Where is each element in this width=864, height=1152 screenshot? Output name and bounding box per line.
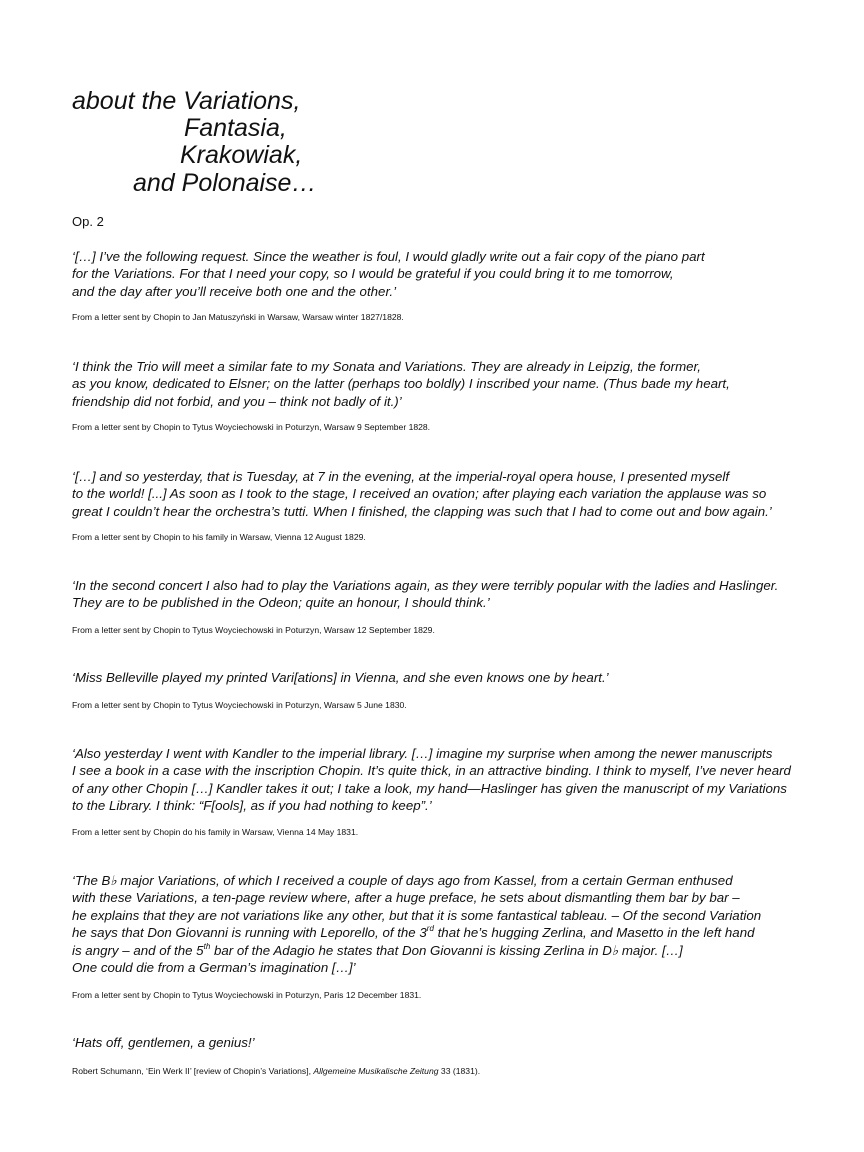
source-4: From a letter sent by Chopin to Tytus Woyciechowski in Poturzyn, Warsaw 12 September 1829.: [72, 625, 435, 635]
title-line-3: Krakowiak,: [180, 141, 303, 169]
quote-line: to the Library. I think: “F[ools], as if you had nothing to keep”.’: [72, 798, 432, 814]
quote-line: great I couldn’t hear the orchestra’s tutti. When I finished, the clapping was such that I had to come out and bow again.’: [72, 503, 772, 519]
quote-line: ‘[…] I’ve the following request. Since the weather is foul, I would gladly write out a fair copy of the piano part: [72, 249, 705, 264]
source-5: From a letter sent by Chopin to Tytus Woyciechowski in Poturzyn, Warsaw 5 June 1830.: [72, 700, 407, 710]
source-8: [72, 1066, 480, 1077]
quote-5: [72, 669, 609, 686]
opus-number: Op. 2: [72, 214, 104, 229]
quote-line: for the Variations. For that I need your copy, so I would be grateful if you could bring it to me tomorrow,: [72, 266, 674, 282]
quote-line: I see a book in a case with the inscription Chopin. It’s quite thick, in an attractive binding. I think to myself, I’ve never heard: [72, 763, 791, 779]
quote-4: [72, 577, 778, 612]
quote-line: is angry – and of the 5th bar of the Adagio he states that Don Giovanni is kissing Zerlina in D♭ major. […]: [72, 941, 683, 958]
quote-line: ‘Also yesterday I went with Kandler to the imperial library. […] imagine my surprise when among the newer manuscripts: [72, 746, 773, 761]
quote-6: [72, 745, 791, 815]
source-1: From a letter sent by Chopin to Jan Matuszyński in Warsaw, Warsaw winter 1827/1828.: [72, 312, 404, 322]
quote-2: [72, 358, 730, 410]
source-7: From a letter sent by Chopin to Tytus Woyciechowski in Poturzyn, Paris 12 December 1831.: [72, 990, 422, 1000]
title-line-1: about the Variations,: [72, 87, 301, 115]
title-line-4: and Polonaise…: [133, 169, 317, 197]
quote-8: [72, 1034, 255, 1051]
quote-line: friendship did not forbid, and you – think not badly of it.)’: [72, 393, 402, 409]
quote-line: They are to be published in the Odeon; quite an honour, I should think.’: [72, 595, 490, 611]
quote-line: ‘I think the Trio will meet a similar fate to my Sonata and Variations. They are already in Leipzig, the former,: [72, 359, 701, 374]
quote-line: and the day after you’ll receive both one and the other.’: [72, 283, 397, 299]
quote-1: [72, 248, 705, 300]
quote-line: ‘The B♭ major Variations, of which I received a couple of days ago from Kassel, from a certain German enthused: [72, 873, 733, 888]
quote-line: ‘[…] and so yesterday, that is Tuesday, at 7 in the evening, at the imperial-royal opera house, I presented myself: [72, 469, 730, 484]
quote-line: ‘In the second concert I also had to play the Variations again, as they were terribly popular with the ladies and Haslinger.: [72, 578, 779, 593]
title-line-2: Fantasia,: [184, 114, 287, 142]
source-issue-text: 33 (1831).: [438, 1066, 481, 1076]
quote-line: to the world! [...] As soon as I took to the stage, I received an ovation; after playing each variation the applause was so: [72, 486, 767, 502]
source-6: From a letter sent by Chopin do his family in Warsaw, Vienna 14 May 1831.: [72, 827, 359, 837]
quote-line: ‘Miss Belleville played my printed Vari[ations] in Vienna, and she even knows one by heart.’: [72, 670, 609, 685]
quote-line: he says that Don Giovanni is running with Leporello, of the 3rd that he’s hugging Zerlina, and Masetto in the left hand: [72, 924, 755, 941]
source-3: From a letter sent by Chopin to his family in Warsaw, Vienna 12 August 1829.: [72, 532, 366, 542]
quote-line: One could die from a German’s imagination […]’: [72, 960, 356, 976]
quote-line: with these Variations, a ten-page review where, after a huge preface, he sets about dismantling them bar by bar –: [72, 890, 740, 906]
quote-line: he explains that they are not variations like any other, but that it is some fantastical tableau. – Of the second Variation: [72, 907, 762, 923]
quote-line: as you know, dedicated to Elsner; on the latter (perhaps too boldly) I inscribed your name. (Thus bade my heart,: [72, 376, 730, 392]
source-author-text: Robert Schumann, ‘Ein Werk II’ [review of Chopin’s Variations],: [72, 1066, 314, 1076]
source-2: From a letter sent by Chopin to Tytus Woyciechowski in Poturzyn, Warsaw 9 September 1828.: [72, 422, 431, 432]
journal-title: Allgemeine Musikalische Zeitung: [313, 1066, 439, 1076]
quote-3: [72, 468, 772, 520]
quote-7: [72, 872, 761, 976]
quote-line: ‘Hats off, gentlemen, a genius!’: [72, 1035, 255, 1050]
quote-line: of any other Chopin […] Kandler takes it out; I take a look, my hand—Haslinger has given the manuscript of my Variations: [72, 780, 787, 796]
